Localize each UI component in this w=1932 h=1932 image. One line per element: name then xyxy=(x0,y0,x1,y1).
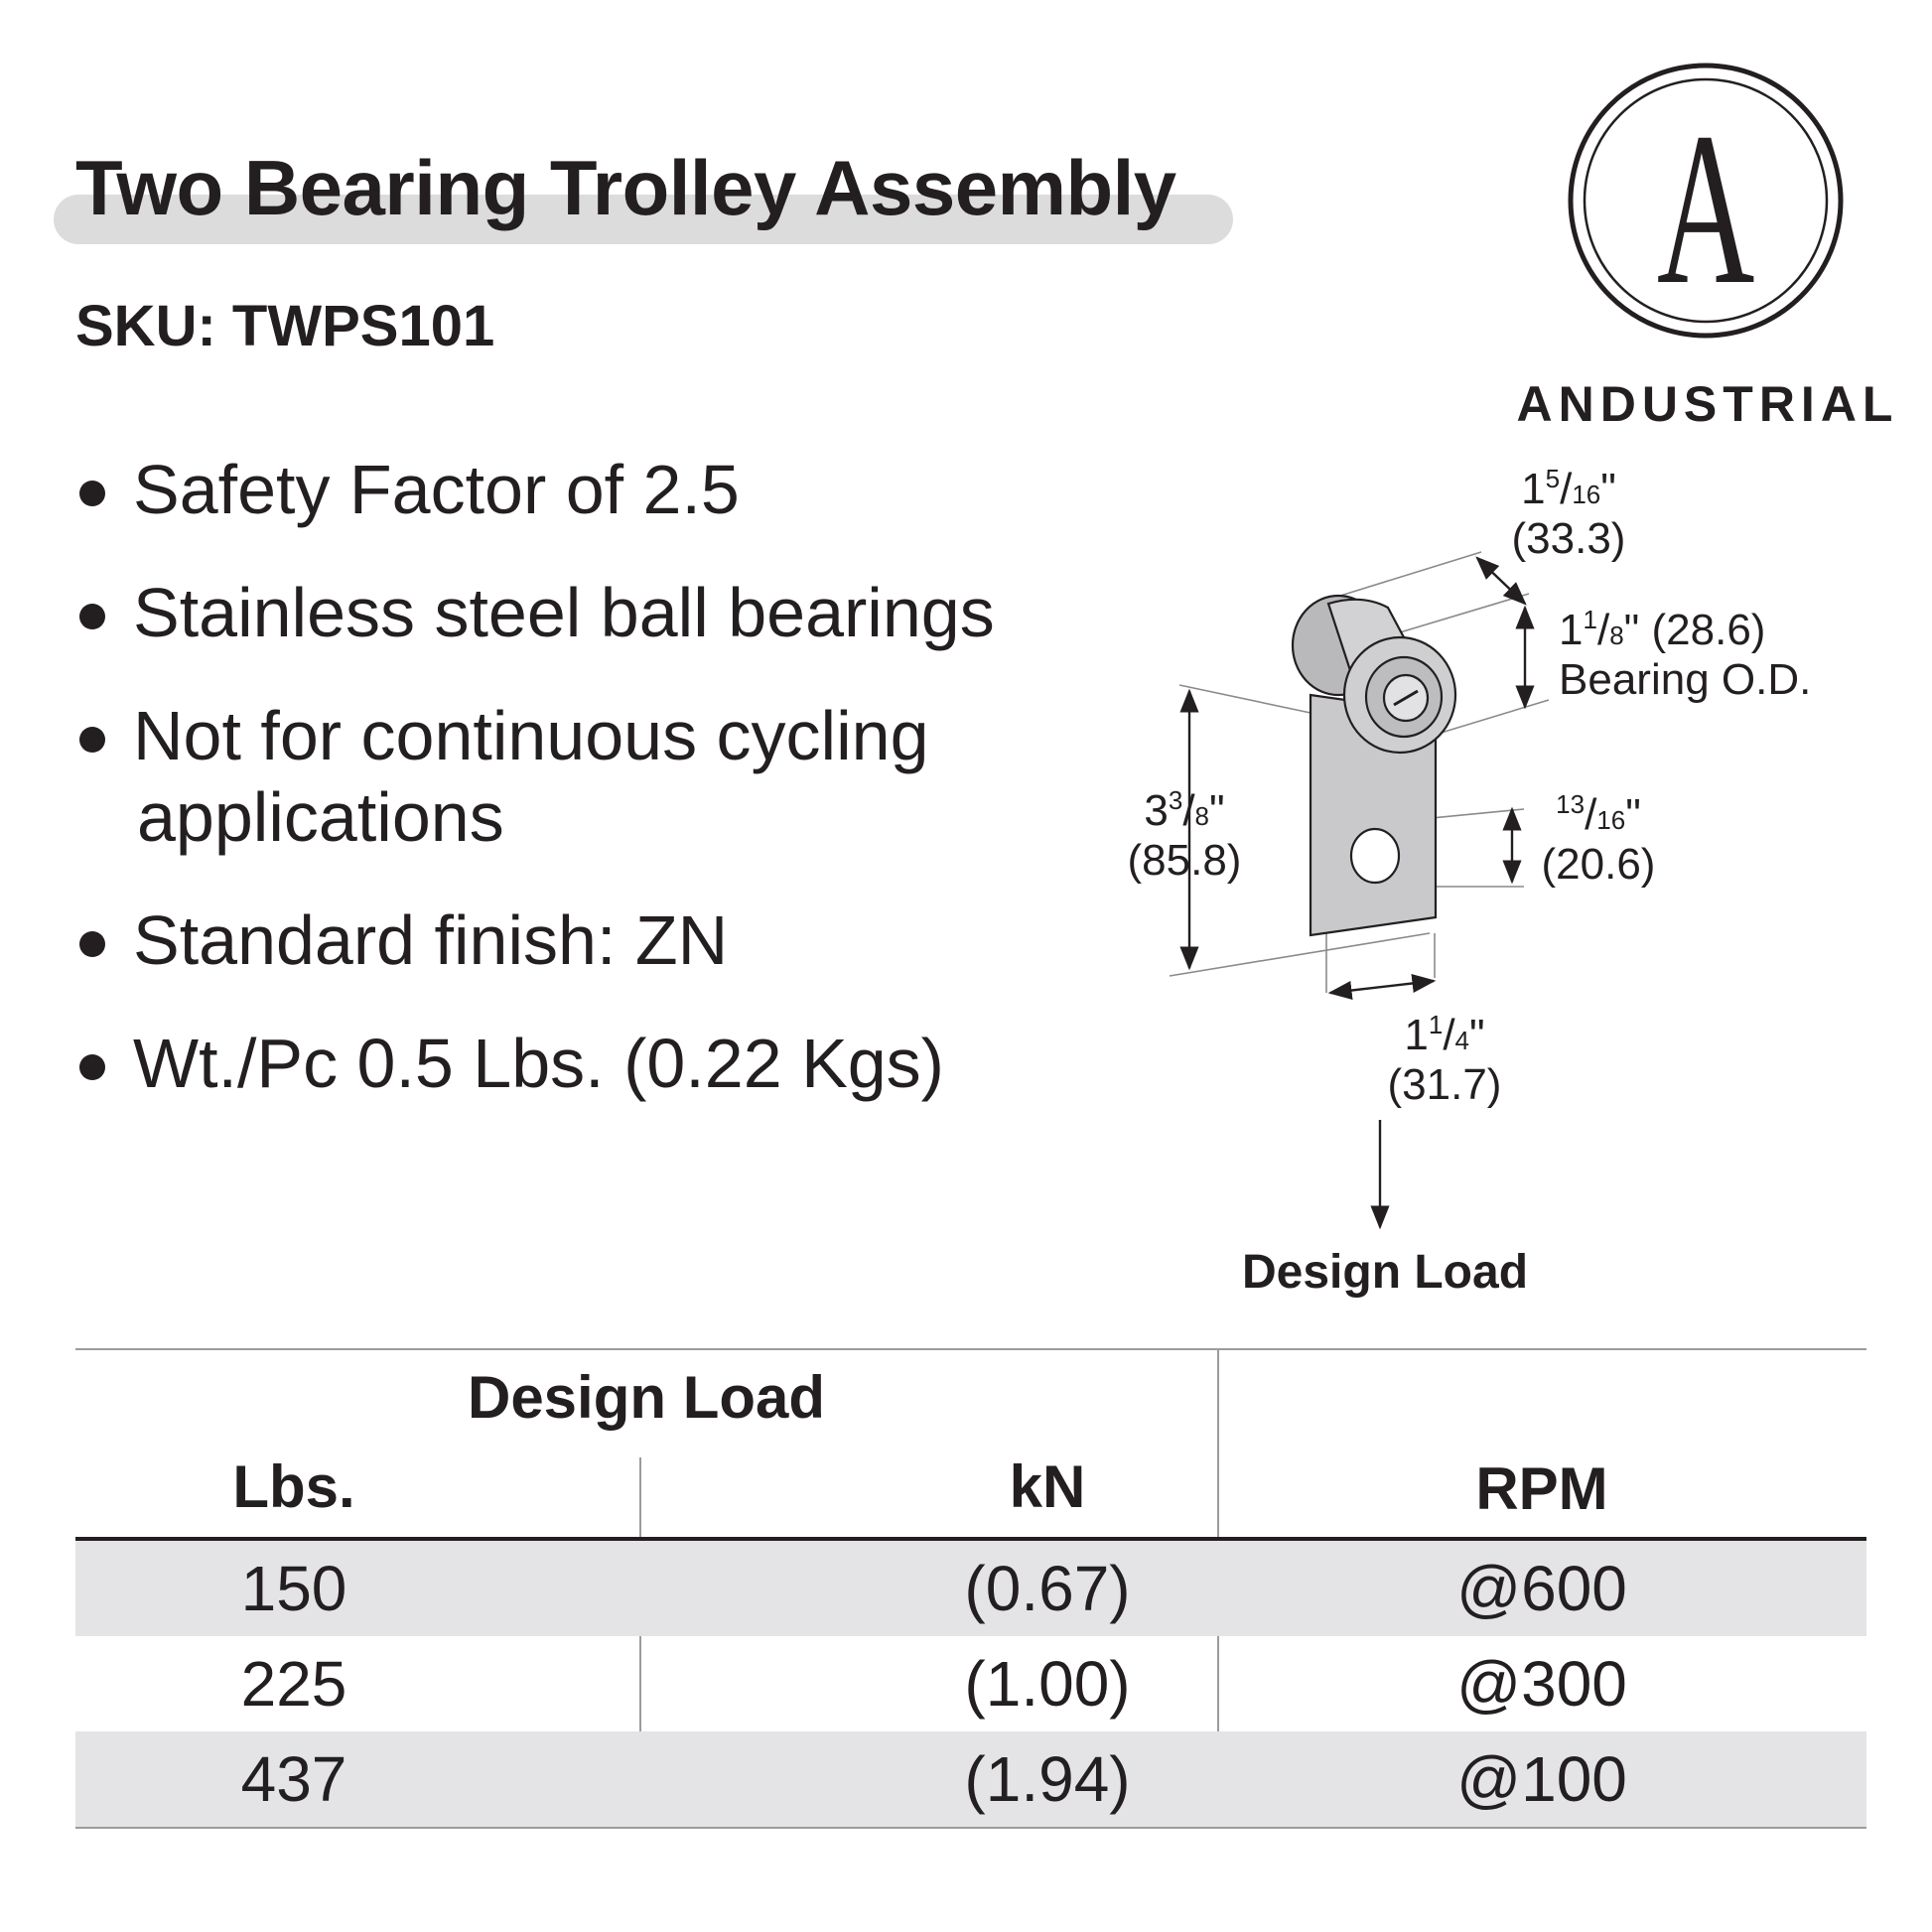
column-header-kn: kN xyxy=(1009,1453,1086,1520)
table-group-header: Design Load xyxy=(467,1364,826,1431)
cell-kn: (1.94) xyxy=(964,1743,1131,1815)
dim-unit: " xyxy=(1600,465,1616,513)
dim-whole: 3 xyxy=(1144,786,1169,835)
dim-den: 8 xyxy=(1609,621,1624,650)
table-row xyxy=(75,1636,1866,1731)
dim-metric: (33.3) xyxy=(1511,514,1626,563)
dim-whole: 1 xyxy=(1521,465,1546,513)
column-header-rpm: RPM xyxy=(1475,1455,1608,1522)
trolley-part xyxy=(1293,596,1455,935)
sku-label: SKU: xyxy=(75,294,216,358)
dim-num: 3 xyxy=(1168,785,1183,815)
logo-letter: A xyxy=(1656,87,1755,331)
cell-rpm: @300 xyxy=(1456,1648,1627,1720)
dim-num: 1 xyxy=(1583,605,1597,634)
dim-num: 5 xyxy=(1545,464,1561,493)
cell-kn: (0.67) xyxy=(964,1553,1131,1624)
dim-unit: " xyxy=(1469,1011,1485,1059)
feature-text: Not for continuous cycling xyxy=(133,697,929,774)
dim-bearing-od: $1^1/8$" (28.6) Bearing O.D. xyxy=(1559,605,1812,704)
dim-den: 4 xyxy=(1454,1026,1470,1055)
feature-text-continued: applications xyxy=(137,778,504,856)
cell-rpm: @100 xyxy=(1456,1743,1627,1815)
sku-value: TWPS101 xyxy=(231,294,495,358)
cell-rpm: @600 xyxy=(1456,1553,1627,1624)
table-bottom-rule xyxy=(75,1827,1866,1829)
dim-metric: (31.7) xyxy=(1387,1060,1502,1109)
dim-den: 16 xyxy=(1572,480,1601,509)
dim-plate-width: $1^1/4$" (31.7) xyxy=(1387,1010,1502,1109)
dim-bearing-width: $1^5/16$" (33.3) xyxy=(1511,464,1626,563)
dim-den: 16 xyxy=(1596,805,1626,835)
dim-metric: (28.6) xyxy=(1651,606,1766,654)
design-load-caption: Design Load xyxy=(1241,1246,1529,1299)
dim-whole: 1 xyxy=(1404,1011,1429,1059)
dim-unit: " xyxy=(1209,786,1225,835)
dim-unit: " xyxy=(1625,790,1641,839)
dim-num: 1 xyxy=(1428,1010,1444,1039)
table-top-rule xyxy=(75,1348,1866,1350)
dim-metric: (85.8) xyxy=(1127,836,1242,885)
dim-hole-offset: $^{13}$/16" (20.6) xyxy=(1541,789,1656,889)
design-load-table xyxy=(75,1348,1866,1827)
cell-lbs: 437 xyxy=(240,1743,347,1815)
product-title: Two Bearing Trolley Assembly xyxy=(75,144,1176,231)
dim-den: 8 xyxy=(1194,801,1210,831)
feature-item: Stainless steel ball bearings xyxy=(75,572,995,653)
cell-lbs: 150 xyxy=(240,1553,347,1624)
column-header-lbs: Lbs. xyxy=(232,1453,355,1520)
feature-item: Wt./Pc 0.5 Lbs. (0.22 Kgs) xyxy=(75,1023,995,1104)
feature-item: Standard finish: ZN xyxy=(75,899,995,981)
dim-height: $3^3/8$" (85.8) xyxy=(1127,785,1242,885)
dim-metric: (20.6) xyxy=(1541,840,1656,889)
dim-unit: " xyxy=(1623,606,1640,654)
dim-num: 13 xyxy=(1556,789,1586,819)
table-row xyxy=(75,1731,1866,1827)
cell-lbs: 225 xyxy=(240,1648,347,1720)
dim-whole: 1 xyxy=(1559,606,1584,654)
dim-label: Bearing O.D. xyxy=(1559,655,1812,704)
table-row xyxy=(75,1541,1866,1636)
cell-kn: (1.00) xyxy=(964,1648,1131,1720)
brand-name: ANDUSTRIAL xyxy=(1516,376,1899,432)
feature-item: Safety Factor of 2.5 xyxy=(75,449,995,530)
